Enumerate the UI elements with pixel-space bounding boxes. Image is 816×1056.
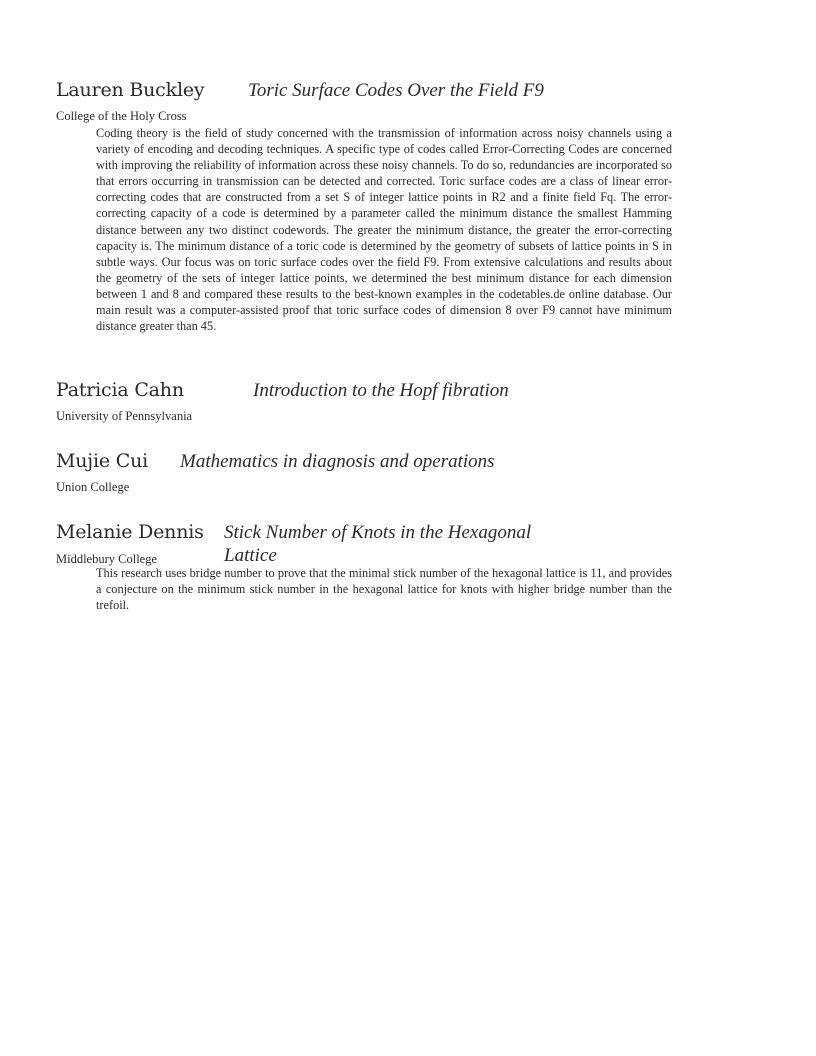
- talk-title-line-2: Lattice: [224, 545, 277, 566]
- entry-header: [56, 79, 676, 103]
- abstract-text: Coding theory is the field of study concerned with the transmission of information across noisy channels using a variety of encoding and decoding techniques. A specific type of codes called Error-Correcting Codes are concerned with improving the reliability of information across these noisy channels. To do so, redundancies are incorporated so that errors occurring in transmission can be detected and corrected. Toric surface codes are a class of linear error-correcting codes that are constructed from a set S of integer lattice points in R2 and a finite field Fq. The error-correcting capacity of a code is determined by a parameter called the minimum distance the smallest Hamming distance between any two distinct codewords. The greater the minimum distance, the greater the error-correcting capacity is. The minimum distance of a toric code is determined by the geometry of subsets of lattice points in S in subtle ways. Our focus was on toric surface codes over the field F9. From extensive calculations and results about the geometry of the sets of integer lattice points, we determined the best minimum distance for each dimension between 1 and 8 and compared these results to the best-known examples in the codetables.de online database. Our main result was a computer-assisted proof that toric surface codes of dimension 8 over F9 cannot have minimum distance greater than 45.: [96, 126, 672, 334]
- talk-title: Toric Surface Codes Over the Field F9: [248, 80, 544, 101]
- entry-lauren-buckley: [56, 79, 676, 334]
- entry-header: [56, 379, 676, 403]
- talk-title: Mathematics in diagnosis and operations: [180, 451, 495, 472]
- author-name: Lauren Buckley: [56, 79, 205, 101]
- abstract-text: This research uses bridge number to prove that the minimal stick number of the hexagonal lattice is 11, and provides a conjecture on the minimum stick number in the hexagonal lattice for knots with higher bridge number than the trefoil.: [96, 566, 672, 613]
- author-name: Patricia Cahn: [56, 379, 184, 401]
- entry-header: [56, 450, 676, 474]
- entry-mujie-cui: [56, 450, 676, 495]
- author-affiliation: College of the Holy Cross: [56, 109, 187, 123]
- author-affiliation: University of Pennsylvania: [56, 409, 193, 423]
- author-name: Mujie Cui: [56, 450, 148, 472]
- author-affiliation: Middlebury College: [56, 552, 158, 566]
- entry-melanie-dennis: [56, 521, 676, 613]
- author-affiliation: Union College: [56, 480, 130, 494]
- talk-title-line-1: Stick Number of Knots in the Hexagonal: [224, 522, 532, 543]
- entry-header: [56, 521, 676, 545]
- entry-patricia-cahn: [56, 379, 676, 424]
- author-name: Melanie Dennis: [56, 521, 204, 543]
- affiliation-row: [56, 546, 676, 567]
- talk-title: Introduction to the Hopf fibration: [253, 380, 509, 401]
